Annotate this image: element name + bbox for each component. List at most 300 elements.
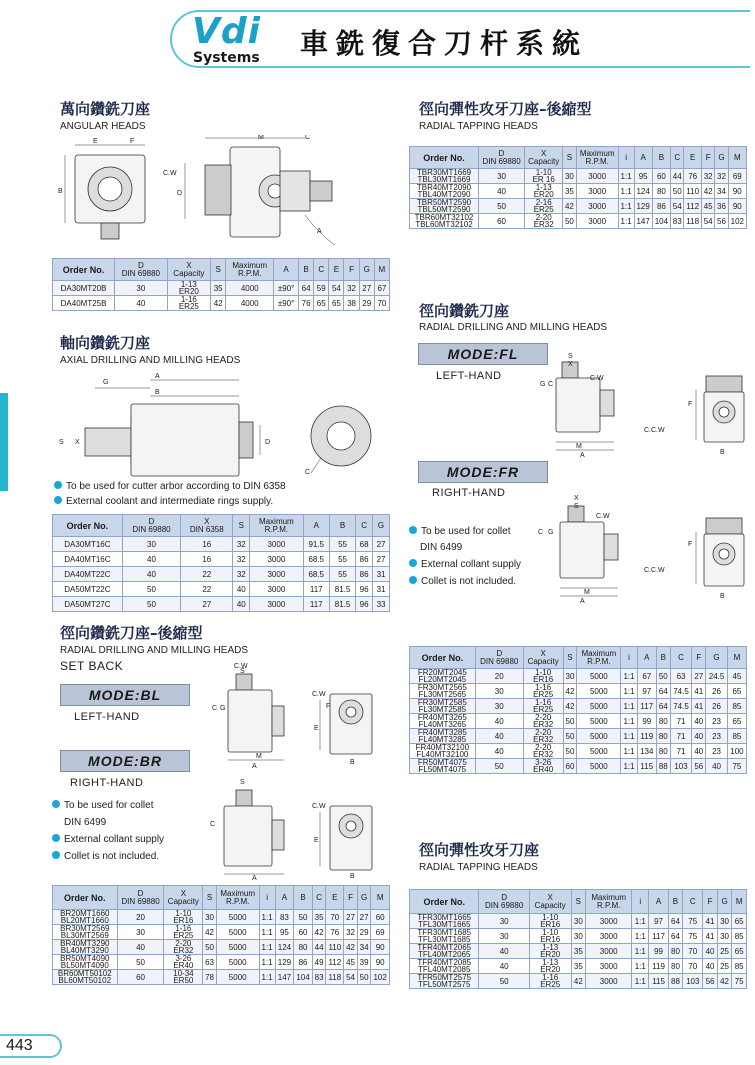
table-cell: 85 bbox=[727, 729, 746, 744]
table-cell: 129 bbox=[275, 955, 294, 970]
table-cell: BR30MT2569 BL30MT2569 bbox=[53, 925, 118, 940]
table-cell: 71 bbox=[670, 729, 692, 744]
table-cell: 32 bbox=[344, 281, 359, 296]
table-cell: 80 bbox=[668, 944, 683, 959]
table-row bbox=[410, 184, 747, 199]
table-cell: 35 bbox=[211, 281, 226, 296]
table-cell: BR40MT3290 BL40MT3290 bbox=[53, 940, 118, 955]
table-cell: ±90° bbox=[274, 296, 299, 311]
dim-label-d: D bbox=[177, 190, 183, 197]
mode-br-badge: MODE:BR bbox=[60, 750, 190, 772]
table-cell: 1-10 ER16 bbox=[529, 914, 571, 929]
dim-label-x: X bbox=[75, 439, 80, 446]
table-cell: 5000 bbox=[216, 910, 259, 925]
dim-label-b: B bbox=[720, 593, 725, 600]
column-header: E bbox=[684, 147, 702, 169]
column-header: E bbox=[329, 259, 344, 281]
table-cell: 1:1 bbox=[621, 759, 637, 774]
table-cell: 81.5 bbox=[329, 597, 355, 612]
table-cell: 50 bbox=[357, 970, 371, 985]
table-cell: 54 bbox=[671, 199, 684, 214]
table-cell: 83 bbox=[312, 970, 326, 985]
table-cell: 1-13 ER20 bbox=[525, 184, 563, 199]
table-cell: 1-16 ER25 bbox=[167, 296, 210, 311]
table-row bbox=[53, 567, 390, 582]
table-row bbox=[53, 910, 390, 925]
table-row bbox=[410, 684, 747, 699]
table-cell: 1:1 bbox=[618, 169, 634, 184]
table-cell: 3000 bbox=[576, 169, 618, 184]
table-cell: 76 bbox=[299, 296, 314, 311]
table-cell: 1:1 bbox=[621, 744, 637, 759]
dim-label-cw: C.W bbox=[163, 170, 177, 177]
table-cell: 3000 bbox=[250, 567, 303, 582]
table-cell: 68.5 bbox=[303, 552, 329, 567]
radial-heads-subtitle: RADIAL DRILLING AND MILLING HEADS bbox=[419, 322, 608, 333]
table-cell: 36 bbox=[715, 199, 728, 214]
column-header: M bbox=[732, 890, 747, 914]
mode-fr-badge: MODE:FR bbox=[418, 461, 548, 483]
radial-heads-title: 徑向鑽銑刀座 bbox=[419, 302, 510, 320]
table-cell: 1-13 ER20 bbox=[167, 281, 210, 296]
table-cell: DA30MT16C bbox=[53, 537, 123, 552]
setback-bl-drawing bbox=[200, 660, 395, 770]
table-cell: TBR40MT2090 TBL40MT2090 bbox=[410, 184, 479, 199]
column-header: X Capacity bbox=[167, 259, 210, 281]
table-row bbox=[410, 169, 747, 184]
dim-label-cw: C.W bbox=[312, 803, 326, 810]
axial-note-1: To be used for cutter arbor according to DIN 6358 bbox=[54, 481, 286, 492]
table-cell: 1-16 ER25 bbox=[523, 684, 563, 699]
setback-note-4: Collet is not included. bbox=[52, 851, 159, 862]
left-hand-label: LEFT-HAND bbox=[436, 370, 502, 382]
table-cell: 124 bbox=[275, 940, 294, 955]
table-cell: 40 bbox=[692, 714, 706, 729]
table-cell: FR30MT2565 FL30MT2565 bbox=[410, 684, 476, 699]
table-cell: 3000 bbox=[576, 199, 618, 214]
column-header: Order No. bbox=[53, 259, 115, 281]
table-cell: 63 bbox=[203, 955, 217, 970]
table-cell: TBR60MT32102 TBL60MT32102 bbox=[410, 214, 479, 229]
column-header: X DIN 6358 bbox=[181, 515, 233, 537]
table-cell: 64 bbox=[656, 699, 670, 714]
table-cell: 1:1 bbox=[632, 929, 649, 944]
table-cell: 40 bbox=[692, 744, 706, 759]
radial-note-4: Collet is not included. bbox=[409, 576, 516, 587]
table-cell: 99 bbox=[649, 944, 668, 959]
table-cell: 1:1 bbox=[259, 910, 275, 925]
table-cell: 42 bbox=[312, 925, 326, 940]
page-number: 443 bbox=[0, 1034, 62, 1058]
table-cell: TFR30MT1665 TFL30MT1665 bbox=[410, 914, 479, 929]
table-cell: 71 bbox=[670, 744, 692, 759]
table-cell: 29 bbox=[357, 925, 371, 940]
table-cell: 1-10 ER 16 bbox=[525, 169, 563, 184]
column-header: Order No. bbox=[410, 147, 479, 169]
table-cell: 30 bbox=[479, 914, 529, 929]
table-cell: 22 bbox=[181, 567, 233, 582]
table-cell: 41 bbox=[692, 684, 706, 699]
column-header: G bbox=[373, 515, 390, 537]
table-cell: 3000 bbox=[250, 582, 303, 597]
table-cell: 40 bbox=[233, 597, 250, 612]
table-cell: 33 bbox=[373, 597, 390, 612]
table-cell: 40 bbox=[475, 744, 523, 759]
table-cell: 54 bbox=[702, 214, 715, 229]
table-cell: 50 bbox=[563, 214, 576, 229]
table-row bbox=[53, 296, 390, 311]
table-cell: 103 bbox=[670, 759, 692, 774]
table-cell: 27 bbox=[359, 281, 374, 296]
table-cell: 60 bbox=[294, 925, 313, 940]
table-cell: 1:1 bbox=[621, 684, 637, 699]
column-header: F bbox=[692, 647, 706, 669]
table-cell: 99 bbox=[637, 714, 656, 729]
table-cell: DA40MT22C bbox=[53, 567, 123, 582]
table-cell: 90 bbox=[371, 955, 390, 970]
table-cell: 56 bbox=[703, 974, 718, 989]
table-cell: 86 bbox=[294, 955, 313, 970]
column-header: G bbox=[717, 890, 732, 914]
table-cell: 50 bbox=[563, 714, 577, 729]
angular-heads-subtitle: ANGULAR HEADS bbox=[60, 121, 146, 132]
table-cell: 50 bbox=[117, 955, 164, 970]
dim-label-b: B bbox=[720, 449, 725, 456]
table-cell: 80 bbox=[652, 184, 670, 199]
column-header: Maximum R.P.M. bbox=[226, 259, 274, 281]
table-cell: 2-16 ER25 bbox=[525, 199, 563, 214]
table-cell: 30 bbox=[475, 699, 523, 714]
column-header: C bbox=[356, 515, 373, 537]
table-cell: 2-20 ER32 bbox=[523, 744, 563, 759]
table-cell: 129 bbox=[634, 199, 652, 214]
setback-note-1: To be used for collet bbox=[52, 800, 154, 811]
column-header: Maximum R.P.M. bbox=[250, 515, 303, 537]
table-cell: 16 bbox=[181, 537, 233, 552]
table-cell: 3000 bbox=[586, 914, 632, 929]
table-cell: 1-10 ER16 bbox=[523, 669, 563, 684]
table-cell: FR40MT3285 FL40MT3285 bbox=[410, 729, 476, 744]
table-cell: 65 bbox=[732, 944, 747, 959]
dim-label-c: C bbox=[212, 705, 218, 712]
table-cell: 110 bbox=[684, 184, 702, 199]
column-header: C bbox=[312, 886, 326, 910]
left-hand-label: LEFT-HAND bbox=[74, 711, 140, 723]
column-header: G bbox=[357, 886, 371, 910]
dim-label-g: G bbox=[548, 529, 554, 536]
table-cell: 42 bbox=[702, 184, 715, 199]
table-cell: 69 bbox=[728, 169, 746, 184]
table-cell: 10-34 ER50 bbox=[164, 970, 203, 985]
table-cell: 60 bbox=[371, 910, 390, 925]
table-cell: TFR40MT2085 TFL40MT2085 bbox=[410, 959, 479, 974]
column-header: D DIN 69880 bbox=[479, 890, 529, 914]
radial-note-3: External collant supply bbox=[409, 559, 521, 570]
column-header: A bbox=[649, 890, 668, 914]
tapping-heads-title: 徑向彈性攻牙刀座 bbox=[419, 841, 540, 859]
table-cell: 1:1 bbox=[621, 714, 637, 729]
table-cell: 30 bbox=[571, 914, 586, 929]
radial-fl-drawing bbox=[530, 350, 750, 458]
column-header: Maximum R.P.M. bbox=[576, 147, 618, 169]
axial-heads-subtitle: AXIAL DRILLING AND MILLING HEADS bbox=[60, 355, 241, 366]
table-row bbox=[410, 929, 747, 944]
table-cell: 45 bbox=[702, 199, 715, 214]
table-cell: 40 bbox=[692, 729, 706, 744]
dim-label-e: E bbox=[314, 837, 319, 844]
table-cell: 83 bbox=[275, 910, 294, 925]
table-row bbox=[53, 582, 390, 597]
table-cell: 30 bbox=[563, 669, 577, 684]
table-cell: 60 bbox=[479, 214, 525, 229]
table-cell: 32 bbox=[233, 567, 250, 582]
dim-label-a: A bbox=[252, 763, 257, 770]
table-cell: 118 bbox=[684, 214, 702, 229]
dim-label-f: F bbox=[688, 401, 693, 408]
table-cell: TFR40MT2065 TFL40MT2065 bbox=[410, 944, 479, 959]
table-cell: 118 bbox=[326, 970, 344, 985]
table-cell: 5000 bbox=[577, 729, 621, 744]
table-cell: 60 bbox=[117, 970, 164, 985]
table-cell: 97 bbox=[649, 914, 668, 929]
table-row bbox=[410, 199, 747, 214]
tapping-setback-table bbox=[409, 146, 747, 229]
table-cell: 40 bbox=[475, 714, 523, 729]
table-cell: FR30MT2585 FL30MT2585 bbox=[410, 699, 476, 714]
column-header: F bbox=[702, 147, 715, 169]
dim-label-cw-2: C.W bbox=[312, 691, 326, 698]
axial-heads-title: 軸向鑽銑刀座 bbox=[60, 334, 151, 352]
dim-label-b: B bbox=[58, 188, 63, 195]
table-cell: 27 bbox=[373, 537, 390, 552]
column-header: B bbox=[329, 515, 355, 537]
column-header: C bbox=[314, 259, 329, 281]
setback-note-3: External collant supply bbox=[52, 834, 164, 845]
dim-label-b: B bbox=[350, 759, 355, 766]
table-cell: 1-16 ER25 bbox=[523, 699, 563, 714]
table-cell: 20 bbox=[117, 910, 164, 925]
table-cell: 3-26 ER40 bbox=[523, 759, 563, 774]
column-header: C bbox=[671, 147, 684, 169]
table-cell: 1:1 bbox=[621, 729, 637, 744]
dim-label-s: S bbox=[240, 668, 245, 675]
table-cell: 50 bbox=[203, 940, 217, 955]
table-cell: 40 bbox=[233, 582, 250, 597]
dim-label-c: C bbox=[548, 381, 554, 388]
table-cell: 35 bbox=[571, 959, 586, 974]
table-cell: 5000 bbox=[216, 970, 259, 985]
table-cell: 64 bbox=[299, 281, 314, 296]
table-cell: 35 bbox=[571, 944, 586, 959]
table-cell: 96 bbox=[356, 597, 373, 612]
table-cell: 3000 bbox=[576, 184, 618, 199]
dim-label-e: E bbox=[93, 138, 98, 145]
table-cell: 100 bbox=[727, 744, 746, 759]
dim-label-m: M bbox=[256, 753, 262, 760]
column-header: S bbox=[203, 886, 217, 910]
axial-head-drawing bbox=[55, 370, 395, 478]
table-cell: 30 bbox=[115, 281, 168, 296]
table-cell: 1:1 bbox=[618, 199, 634, 214]
table-cell: 86 bbox=[356, 552, 373, 567]
table-cell: 68.5 bbox=[303, 567, 329, 582]
angular-head-drawing bbox=[55, 135, 395, 255]
table-row bbox=[53, 281, 390, 296]
table-cell: 124 bbox=[634, 184, 652, 199]
table-cell: 5000 bbox=[216, 925, 259, 940]
table-cell: 117 bbox=[649, 929, 668, 944]
table-cell: 80 bbox=[668, 959, 683, 974]
radial-note-2: DIN 6499 bbox=[420, 542, 463, 553]
table-cell: 115 bbox=[649, 974, 668, 989]
column-header: M bbox=[371, 886, 390, 910]
dim-label-c: C bbox=[305, 469, 311, 476]
table-cell: 35 bbox=[312, 910, 326, 925]
table-cell: 30 bbox=[122, 537, 180, 552]
column-header: E bbox=[326, 886, 344, 910]
table-cell: 50 bbox=[656, 669, 670, 684]
column-header: i bbox=[618, 147, 634, 169]
table-cell: 41 bbox=[703, 914, 718, 929]
table-cell: 67 bbox=[637, 669, 656, 684]
table-cell: 3000 bbox=[586, 959, 632, 974]
table-cell: 41 bbox=[692, 699, 706, 714]
table-cell: DA30MT20B bbox=[53, 281, 115, 296]
column-header: Order No. bbox=[410, 890, 479, 914]
table-cell: 40 bbox=[479, 959, 529, 974]
table-cell: 30 bbox=[717, 929, 732, 944]
column-header: B bbox=[652, 147, 670, 169]
table-cell: 27 bbox=[373, 552, 390, 567]
dim-label-cw: C.W bbox=[234, 663, 248, 670]
table-cell: 112 bbox=[326, 955, 344, 970]
column-header: S bbox=[563, 647, 577, 669]
angular-heads-table bbox=[52, 258, 390, 311]
table-cell: 16 bbox=[181, 552, 233, 567]
axial-heads-table bbox=[52, 514, 390, 612]
table-cell: 40 bbox=[479, 184, 525, 199]
table-cell: 83 bbox=[671, 214, 684, 229]
table-cell: 40 bbox=[703, 944, 718, 959]
dim-label-d: D bbox=[265, 439, 271, 446]
column-header: X Capacity bbox=[529, 890, 571, 914]
table-cell: 45 bbox=[727, 669, 746, 684]
table-cell: 5000 bbox=[216, 955, 259, 970]
table-row bbox=[410, 714, 747, 729]
table-cell: 4000 bbox=[226, 281, 274, 296]
column-header: i bbox=[632, 890, 649, 914]
table-cell: 119 bbox=[637, 729, 656, 744]
dim-label-f: F bbox=[326, 703, 331, 710]
table-cell: 3000 bbox=[576, 214, 618, 229]
column-header: Order No. bbox=[410, 647, 476, 669]
table-cell: 31 bbox=[373, 582, 390, 597]
table-cell: 55 bbox=[329, 552, 355, 567]
table-cell: 117 bbox=[303, 582, 329, 597]
table-cell: BR60MT50102 BL60MT50102 bbox=[53, 970, 118, 985]
column-header: Maximum R.P.M. bbox=[216, 886, 259, 910]
table-cell: 65 bbox=[727, 714, 746, 729]
table-cell: 70 bbox=[683, 944, 703, 959]
column-header: M bbox=[728, 147, 746, 169]
table-cell: 32 bbox=[233, 552, 250, 567]
table-cell: 40 bbox=[122, 552, 180, 567]
column-header: C bbox=[670, 647, 692, 669]
table-cell: 25 bbox=[717, 944, 732, 959]
section-tab-marker bbox=[0, 393, 8, 491]
table-cell: 56 bbox=[692, 759, 706, 774]
table-cell: DA40MT25B bbox=[53, 296, 115, 311]
table-cell: 35 bbox=[563, 184, 576, 199]
table-cell: TFR50MT2575 TFL50MT2575 bbox=[410, 974, 479, 989]
tapping-setback-title: 徑向彈性攻牙刀座–後縮型 bbox=[419, 100, 592, 118]
table-cell: 147 bbox=[634, 214, 652, 229]
column-header: D DIN 69880 bbox=[479, 147, 525, 169]
table-row bbox=[410, 974, 747, 989]
column-header: C bbox=[683, 890, 703, 914]
table-cell: 76 bbox=[684, 169, 702, 184]
dim-label-a: A bbox=[155, 373, 160, 380]
axial-note-2: External coolant and intermediate rings supply. bbox=[54, 496, 273, 507]
table-cell: 70 bbox=[683, 959, 703, 974]
table-cell: 42 bbox=[571, 974, 586, 989]
table-row bbox=[410, 669, 747, 684]
table-cell: 1-16 ER25 bbox=[529, 974, 571, 989]
table-cell: 75 bbox=[732, 974, 747, 989]
table-cell: 27 bbox=[181, 597, 233, 612]
table-cell: 103 bbox=[683, 974, 703, 989]
brand-logo: Vdi bbox=[192, 11, 261, 52]
table-cell: 90 bbox=[371, 940, 390, 955]
right-hand-label: RIGHT-HAND bbox=[70, 777, 144, 789]
table-cell: 64 bbox=[656, 684, 670, 699]
table-cell: 42 bbox=[717, 974, 732, 989]
table-cell: 96 bbox=[356, 582, 373, 597]
column-header: A bbox=[634, 147, 652, 169]
table-cell: 76 bbox=[326, 925, 344, 940]
table-cell: 42 bbox=[344, 940, 358, 955]
table-cell: 95 bbox=[275, 925, 294, 940]
table-cell: 1:1 bbox=[632, 974, 649, 989]
table-cell: 50 bbox=[479, 974, 529, 989]
table-cell: 110 bbox=[326, 940, 344, 955]
column-header: Order No. bbox=[53, 886, 118, 910]
table-row bbox=[53, 537, 390, 552]
column-header: Maximum R.P.M. bbox=[586, 890, 632, 914]
table-cell: 32 bbox=[715, 169, 728, 184]
table-row bbox=[410, 214, 747, 229]
table-cell: 50 bbox=[475, 759, 523, 774]
table-cell: 30 bbox=[117, 925, 164, 940]
column-header: B bbox=[668, 890, 683, 914]
table-cell: 60 bbox=[563, 759, 577, 774]
table-cell: 1-16 ER25 bbox=[164, 925, 203, 940]
column-header: M bbox=[374, 259, 389, 281]
table-cell: FR40MT3265 FL40MT3265 bbox=[410, 714, 476, 729]
table-cell: 102 bbox=[728, 214, 746, 229]
table-cell: 40 bbox=[115, 296, 168, 311]
dim-label-s: S bbox=[568, 353, 573, 360]
table-cell: 27 bbox=[692, 669, 706, 684]
table-cell: 75 bbox=[683, 929, 703, 944]
table-row bbox=[410, 744, 747, 759]
table-cell: 34 bbox=[357, 940, 371, 955]
table-row bbox=[410, 729, 747, 744]
table-cell: 59 bbox=[314, 281, 329, 296]
table-cell: 97 bbox=[637, 684, 656, 699]
mode-fl-badge: MODE:FL bbox=[418, 343, 548, 365]
dim-label-c: C bbox=[538, 529, 544, 536]
